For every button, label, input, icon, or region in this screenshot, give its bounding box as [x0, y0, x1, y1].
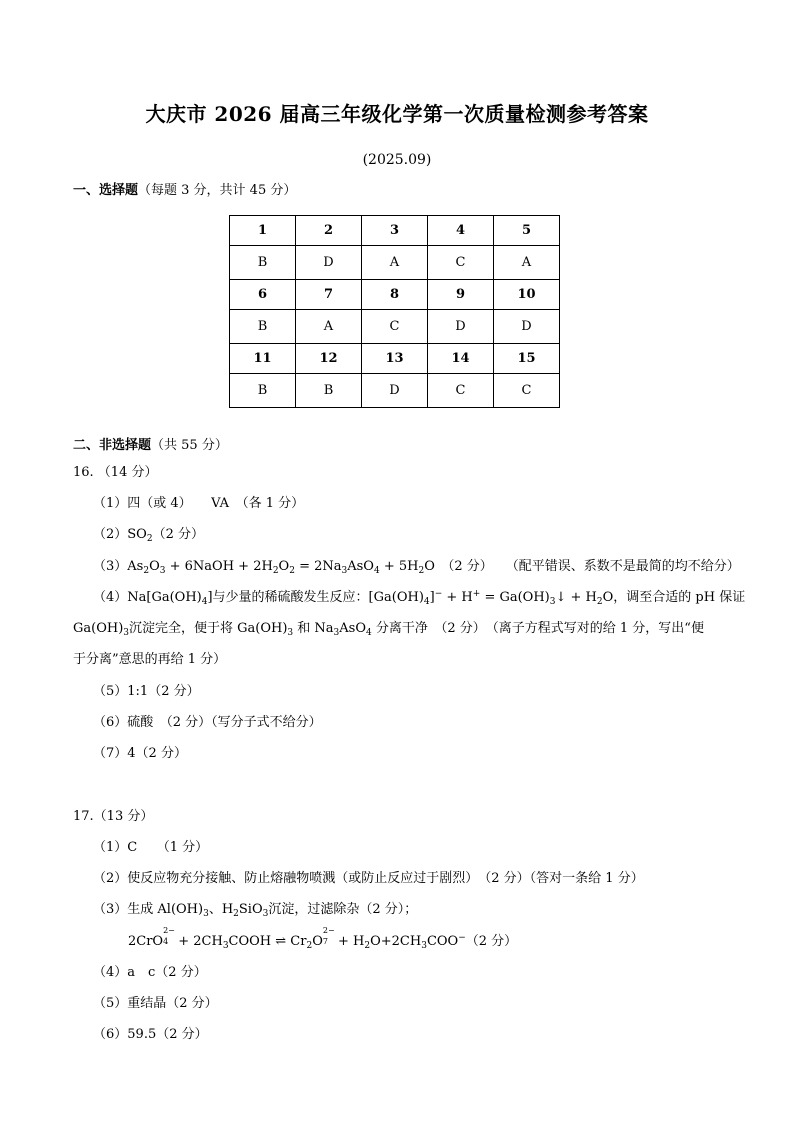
answer-cell: D	[296, 246, 362, 280]
question-number: 10	[494, 280, 560, 310]
q16-part-5: （5）1:1（2 分）	[93, 684, 200, 699]
section-2-title: 二、非选择题	[73, 438, 152, 453]
question-number: 2	[296, 216, 362, 246]
q17-part-6: （6）59.5（2 分）	[93, 1027, 208, 1042]
question-number: 8	[362, 280, 428, 310]
q16-part-2: $(2)SO_2(2$ 分）	[93, 527, 204, 544]
answer-row	[230, 246, 560, 280]
answer-cell: C	[428, 374, 494, 408]
q16-part-4-line-1: $(4)Na[Ga(OH)_4]$与少量的稀硫酸发生反应：$[Ga(OH)_4]^- + H^+$ = $Ga(OH)_3↓ + H_2O$，调至合适的 pH 保证	[93, 589, 746, 607]
q17-heading: 17.（13 分）	[73, 809, 154, 824]
section-2-heading	[73, 434, 228, 453]
q16-part-6: （6）硫酸 （2 分）（写分子式不给分）	[93, 715, 322, 730]
q17-part-5: （5）重结晶（2 分）	[93, 996, 218, 1011]
q17-part-4: （4）a c（2 分）	[93, 965, 207, 980]
answer-cell: B	[230, 310, 296, 344]
section-1-heading	[73, 179, 296, 198]
answer-row	[230, 310, 560, 344]
question-number-row	[230, 216, 560, 246]
answer-cell: B	[230, 374, 296, 408]
answer-cell: B	[296, 374, 362, 408]
section-1-title: 一、选择题	[73, 183, 139, 198]
multiple-choice-answer-table	[229, 215, 560, 408]
answer-cell: A	[296, 310, 362, 344]
answer-cell: C	[428, 246, 494, 280]
question-number: 15	[494, 344, 560, 374]
exam-date: (2025.09)	[362, 152, 432, 168]
question-number: 14	[428, 344, 494, 374]
question-number: 5	[494, 216, 560, 246]
question-number: 9	[428, 280, 494, 310]
answer-cell: D	[428, 310, 494, 344]
answer-cell: A	[494, 246, 560, 280]
answer-cell: D	[362, 374, 428, 408]
section-2-note: （共 55 分）	[151, 438, 228, 453]
question-number: 11	[230, 344, 296, 374]
q16-part-7: （7）4（2 分）	[93, 746, 187, 761]
question-number: 1	[230, 216, 296, 246]
answer-cell: C	[494, 374, 560, 408]
page-title: 大庆市 2026 届高三年级化学第一次质量检测参考答案	[145, 102, 649, 126]
q17-part-1: （1）C （1 分）	[93, 840, 209, 855]
answer-cell: A	[362, 246, 428, 280]
answer-cell: B	[230, 246, 296, 280]
q16-part-4-line-2: $Ga(OH)_3$沉淀完全，便于将 $Ga(OH)_3$ 和 $Na_3AsO_4$ 分离干净 （2 分） （离子方程式写对的给 1 分，写出“便	[73, 621, 704, 638]
q17-equation: 2CrO 2− 4 + $2CH_3COOH$ ⇌ $Cr_2O$ 2− 7 + $H_2O+2CH_3COO^-(2$ 分）	[128, 926, 518, 951]
answer-cell: D	[494, 310, 560, 344]
question-number-row	[230, 344, 560, 374]
question-number: 13	[362, 344, 428, 374]
question-number: 4	[428, 216, 494, 246]
question-number: 12	[296, 344, 362, 374]
question-number-row	[230, 280, 560, 310]
q17-part-3: （3）生成 $Al(OH)_3$、$H_2SiO_3$沉淀，过滤除杂（2 分）；	[93, 902, 418, 919]
q16-part-4-line-3: 于分离”意思的再给 1 分）	[73, 652, 227, 667]
q16-part-3: $(3)As_2O_3$ + 6NaOH + $2H_2O_2 = 2Na_3AsO_4 + 5H_2O$ （2 分） （配平错误、系数不是最简的均不给分）	[93, 559, 740, 576]
answer-row	[230, 374, 560, 408]
q16-heading: 16. （14 分）	[73, 465, 158, 480]
question-number: 3	[362, 216, 428, 246]
question-number: 6	[230, 280, 296, 310]
section-1-note: （每题 3 分，共计 45 分）	[138, 183, 297, 198]
question-number: 7	[296, 280, 362, 310]
q17-part-2: （2）使反应物充分接触、防止熔融物喷溅（或防止反应过于剧烈） （2 分）（答对一条给 1 分）	[93, 871, 644, 886]
q16-part-1: （1）四（或 4） VA （各 1 分）	[93, 496, 305, 511]
answer-cell: C	[362, 310, 428, 344]
